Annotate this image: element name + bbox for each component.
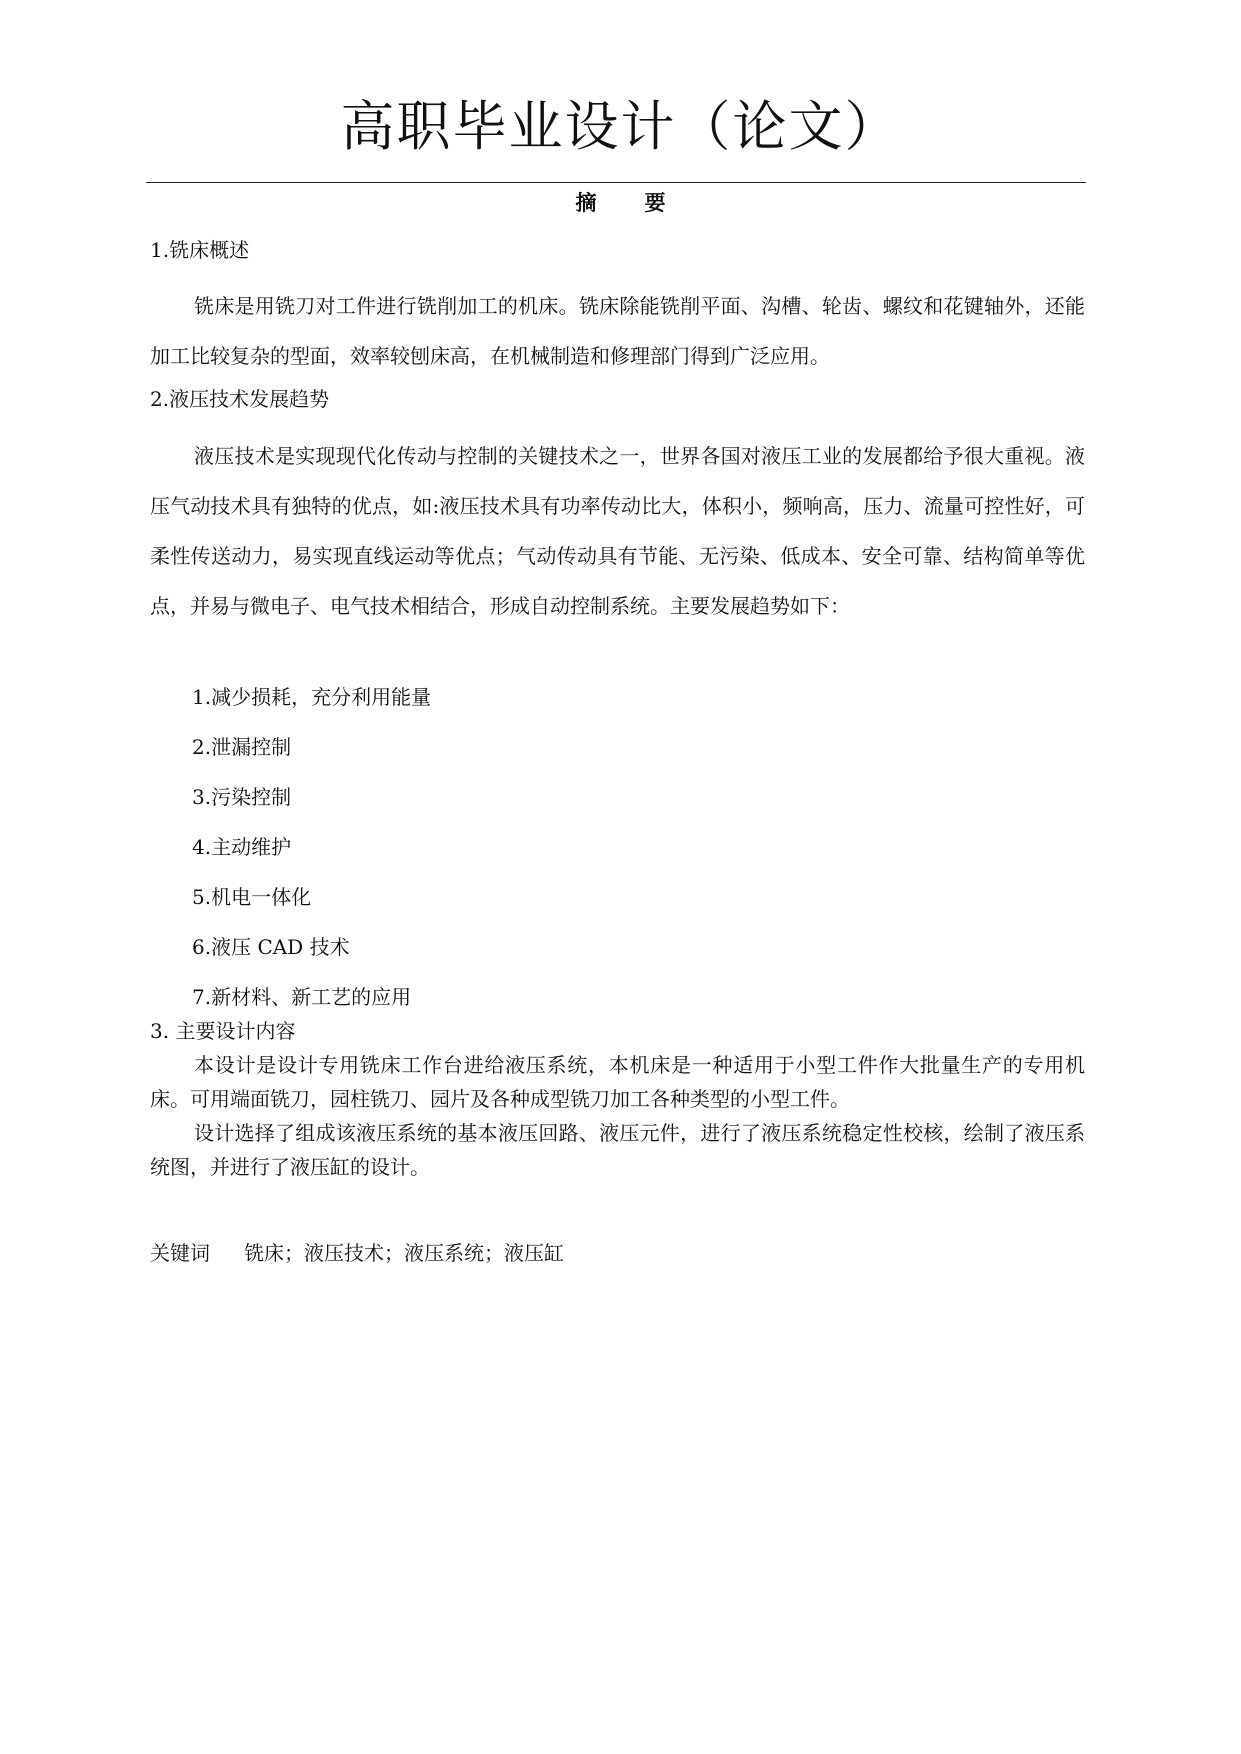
section3-paragraph2: 设计选择了组成该液压系统的基本液压回路、液压元件，进行了液压系统稳定性校核，绘制了液压系统图，并进行了液压缸的设计。 <box>150 1121 1085 1179</box>
list-item: 4.主动维护 <box>192 835 292 859</box>
list-item: 5.机电一体化 <box>192 885 312 909</box>
list-item: 6.液压 CAD 技术 <box>192 935 350 959</box>
section3-paragraph1: 本设计是设计专用铣床工作台进给液压系统，本机床是一种适用于小型工件作大批量生产的专用机床。可用端面铣刀，园柱铣刀、园片及各种成型铣刀加工各种类型的小型工件。 <box>150 1053 1085 1111</box>
list-item: 3.污染控制 <box>192 785 292 809</box>
keywords-label: 关键词 <box>150 1241 210 1265</box>
abstract-title <box>0 186 1241 220</box>
keywords-line <box>150 1236 564 1270</box>
list-item: 7.新材料、新工艺的应用 <box>192 985 412 1009</box>
section1-heading: 1.铣床概述 <box>150 238 250 262</box>
header-title: 高职毕业设计（论文） <box>340 95 901 158</box>
section1-paragraph: 铣床是用铣刀对工件进行铣削加工的机床。铣床除能铣削平面、沟槽、轮齿、螺纹和花键轴外，还能加工比较复杂的型面，效率较刨床高，在机械制造和修理部门得到广泛应用。 <box>150 294 1085 368</box>
abstract-title-part1: 摘 <box>575 190 597 215</box>
keywords-value: 铣床；液压技术；液压系统；液压缸 <box>244 1241 564 1265</box>
header-rule <box>146 182 1086 183</box>
abstract-title-part2: 要 <box>644 190 666 215</box>
section2-paragraph: 液压技术是实现现代化传动与控制的关键技术之一，世界各国对液压工业的发展都给予很大重视。液压气动技术具有独特的优点，如:液压技术具有功率传动比大，体积小，频响高，压力、流量可控性好，可柔性传送动力，易实现直线运动等优点；气动传动具有节能、无污染、低成本、安全可靠、结构简单等优点，并易与微电子、电气技术相结合，形成自动控制系统。主要发展趋势如下： <box>150 444 1085 618</box>
section2-heading: 2.液压技术发展趋势 <box>150 387 330 411</box>
section3-heading: 3. 主要设计内容 <box>150 1019 296 1043</box>
list-item: 2.泄漏控制 <box>192 735 292 759</box>
list-item: 1.减少损耗，充分利用能量 <box>192 685 432 709</box>
